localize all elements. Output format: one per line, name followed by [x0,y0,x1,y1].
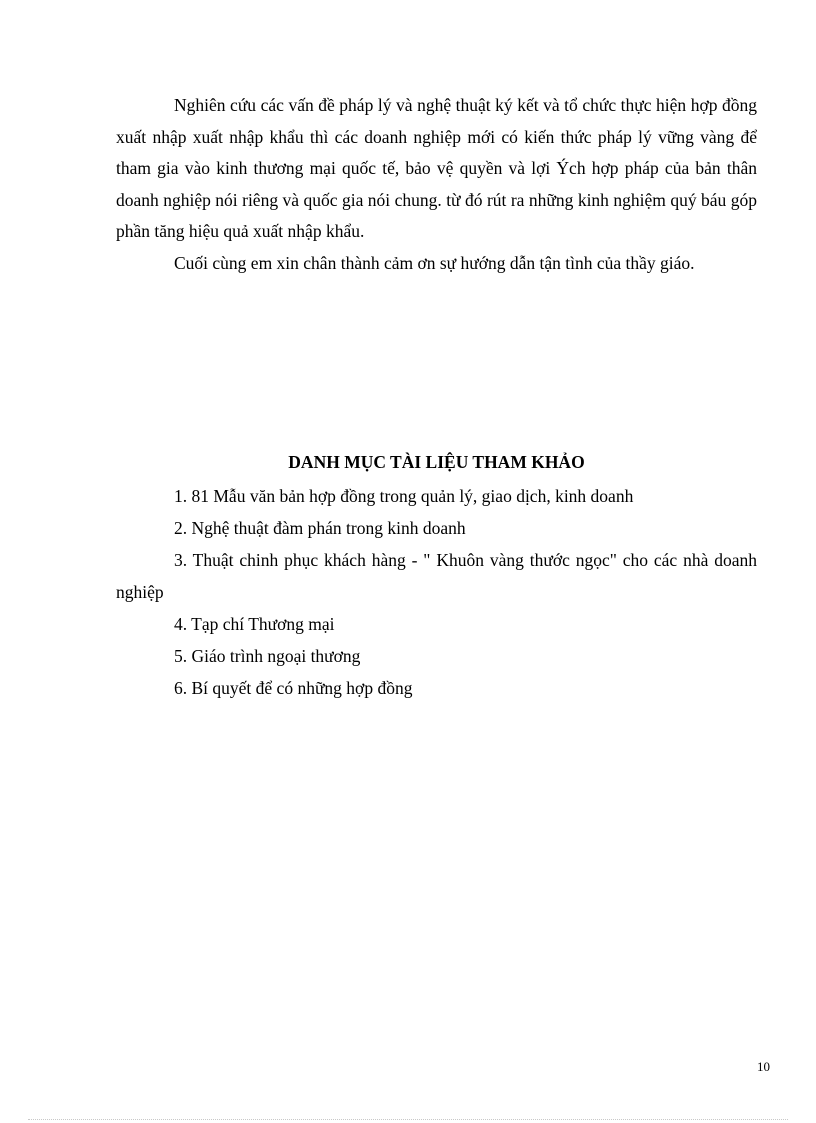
reference-item: 6. Bí quyết để có những hợp đồng [174,678,413,698]
page-bottom-divider [28,1119,788,1120]
reference-item: 3. Thuật chinh phục khách hàng - " Khuôn vàng thước ngọc" cho các nhà doanh nghiệp [116,550,757,602]
reference-item: 4. Tạp chí Thương mại [174,614,335,634]
references-list [116,480,757,704]
reference-item: 1. 81 Mẫu văn bản hợp đồng trong quản lý, giao dịch, kinh doanh [174,486,634,506]
reference-item: 2. Nghệ thuật đàm phán trong kinh doanh [174,518,466,538]
reference-item: 5. Giáo trình ngoại thương [174,646,361,666]
conclusion-paragraph: Nghiên cứu các vấn đề pháp lý và nghệ thuật ký kết và tổ chức thực hiện hợp đồng xuất nhập xuất nhập khẩu thì các doanh nghiệp mới có kiến thức pháp lý vững vàng để tham gia vào kinh thương mại quốc tế, bảo vệ quyền và lợi Ých hợp pháp của bản thân doanh nghiệp nói riêng và quốc gia nói chung. từ đó rút ra những kinh nghiệm quý báu góp phần tăng hiệu quả xuất nhập khẩu. [116,95,757,241]
page-number: 10 [757,1059,770,1074]
thanks-paragraph: Cuối cùng em xin chân thành cảm ơn sự hướng dẫn tận tình của thầy giáo. [174,252,695,273]
conclusion-section [116,90,757,279]
references-title: DANH MỤC TÀI LIỆU THAM KHẢO [288,452,585,472]
